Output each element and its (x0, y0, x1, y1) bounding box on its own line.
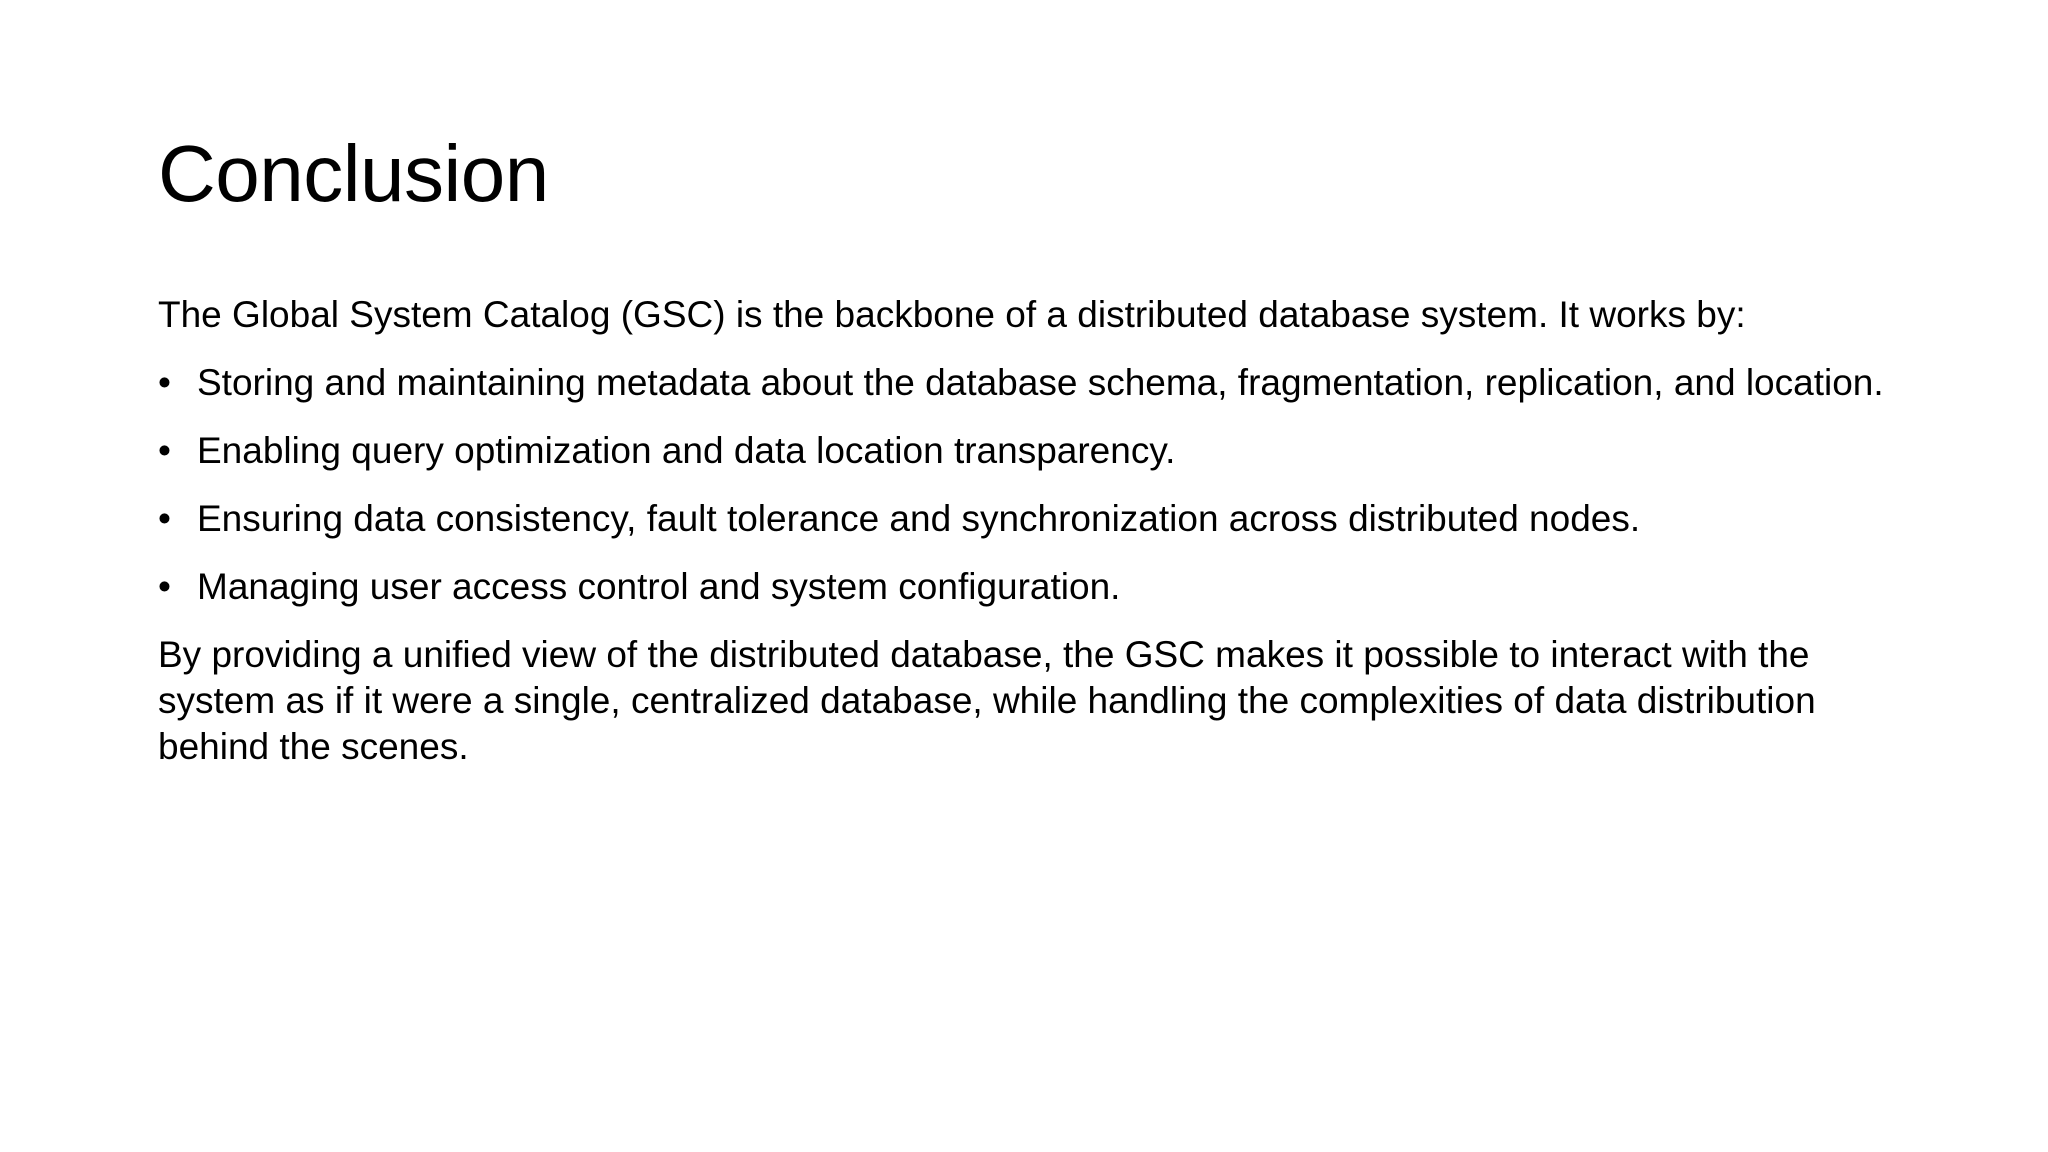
intro-paragraph: The Global System Catalog (GSC) is the backbone of a distributed database system. It works by: (158, 294, 1746, 335)
bullet-item (158, 428, 1898, 474)
bullet-item (158, 496, 1898, 542)
slide-body (158, 292, 1898, 792)
closing-paragraph: By providing a unified view of the distributed database, the GSC makes it possible to interact with the system as if it were a single, centralized database, while handling the complexities of data distribution behind the scenes. (158, 634, 1816, 767)
bullet-text: Enabling query optimization and data location transparency. (197, 430, 1176, 471)
bullet-icon: • (158, 498, 171, 539)
bullet-icon: • (158, 430, 171, 471)
bullet-item (158, 360, 1898, 406)
bullet-item (158, 564, 1898, 610)
bullet-text: Ensuring data consistency, fault tolerance and synchronization across distributed nodes. (197, 498, 1641, 539)
slide-title: Conclusion (158, 129, 549, 218)
bullet-text: Storing and maintaining metadata about the database schema, fragmentation, replication, and location. (197, 362, 1884, 403)
bullet-text: Managing user access control and system configuration. (197, 566, 1121, 607)
bullet-icon: • (158, 362, 171, 403)
bullet-list (158, 360, 1898, 610)
bullet-icon: • (158, 566, 171, 607)
